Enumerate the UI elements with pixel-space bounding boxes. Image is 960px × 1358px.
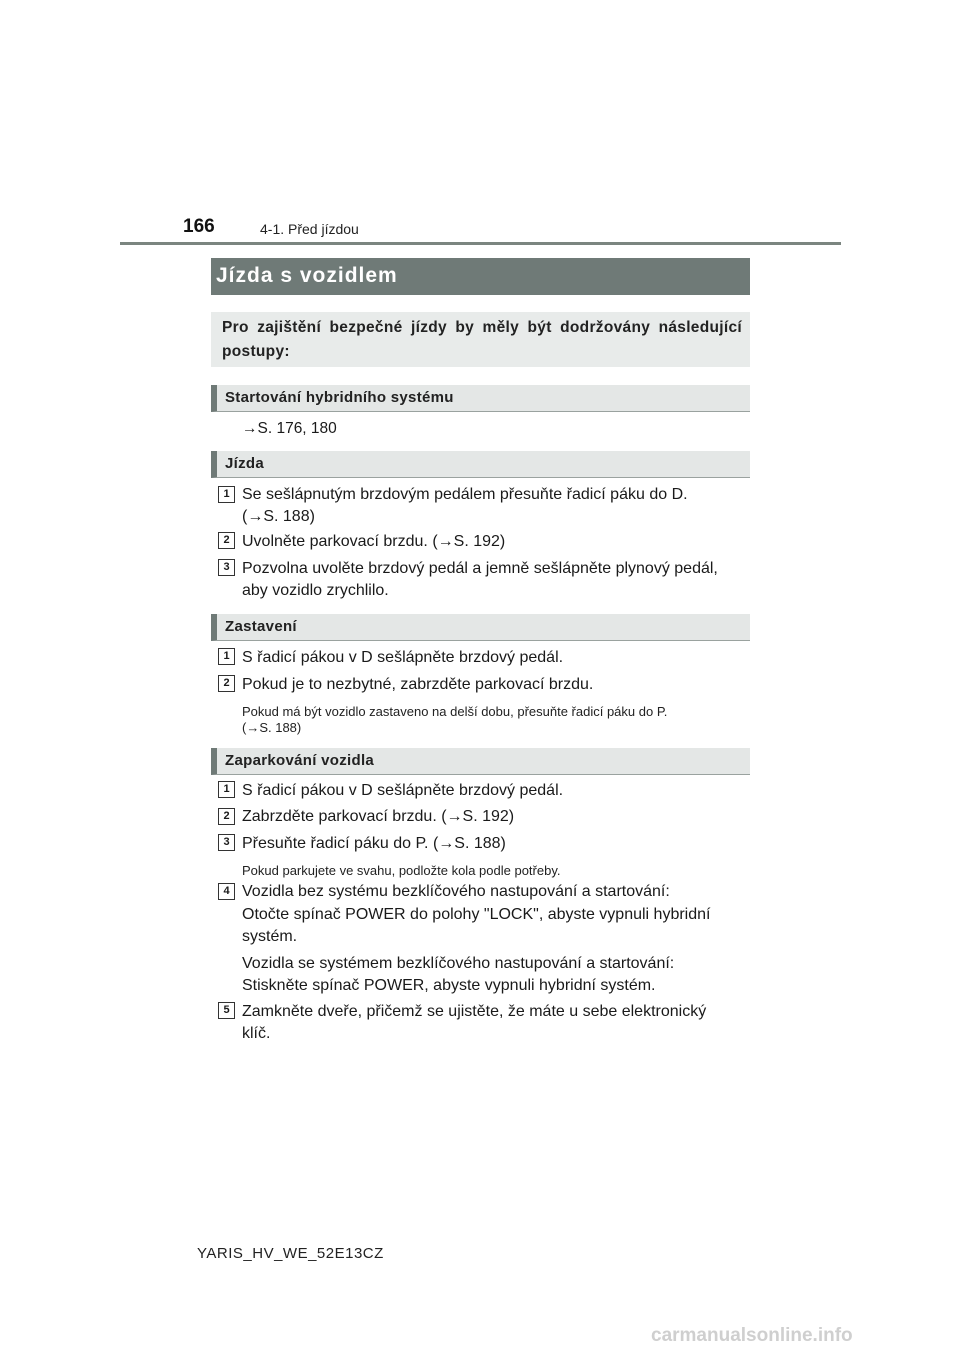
parking-step-3: Přesuňte řadicí páku do P. (→S. 188) — [242, 835, 506, 852]
parking-step-4-line4: Vozidla se systémem bezklíčového nastupování a startování: — [242, 955, 675, 972]
parking-step-4: Vozidla bez systému bezklíčového nastupování a startování: — [242, 883, 670, 900]
subheading-start — [211, 385, 750, 412]
parking-step-4-line5: Stiskněte spínač POWER, abyste vypnuli hybridní systém. — [242, 977, 656, 994]
parking-step-5-cont: klíč. — [242, 1025, 271, 1042]
subheading-stopping — [211, 614, 750, 641]
parking-step-1: S řadicí pákou v D sešlápněte brzdový pedál. — [242, 782, 564, 799]
section-header: 4-1. Před jízdou — [260, 221, 359, 237]
subheading-parking-label: Zaparkování vozidla — [225, 752, 375, 769]
document-code: YARIS_HV_WE_52E13CZ — [197, 1245, 384, 1262]
subheading-driving-label: Jízda — [225, 455, 265, 472]
parking-step-4-line2: Otočte spínač POWER do polohy "LOCK", abyste vypnuli hybridní — [242, 906, 711, 923]
subheading-start-label: Startování hybridního systému — [225, 389, 454, 406]
step-number-badge: 3 — [218, 834, 235, 851]
step-number-badge: 4 — [218, 883, 235, 900]
intro-text: Pro zajištění bezpečné jízdy by měly být dodržovány následující postupy: — [222, 319, 742, 360]
start-reference-text: S. 176, 180 — [257, 420, 337, 437]
subheading-driving — [211, 451, 750, 478]
parking-step-4-line3: systém. — [242, 928, 298, 945]
watermark: carmanualsonline.info — [651, 1325, 853, 1346]
step-number-badge: 2 — [218, 808, 235, 825]
driving-step-2: Uvolněte parkovací brzdu. (→S. 192) — [242, 533, 506, 550]
step-number-badge: 3 — [218, 559, 235, 576]
stopping-note: Pokud má být vozidlo zastaveno na delší dobu, přesuňte řadicí páku do P. — [242, 704, 668, 719]
stopping-note-ref[interactable]: (→S. 188) — [242, 720, 302, 735]
step-number-badge: 1 — [218, 486, 235, 503]
step-number-badge: 5 — [218, 1002, 235, 1019]
subheading-stopping-label: Zastavení — [225, 618, 297, 635]
driving-step-1-ref[interactable]: (→S. 188) — [242, 508, 315, 525]
driving-step-3-cont: aby vozidlo zrychlilo. — [242, 582, 389, 599]
driving-step-1: Se sešlápnutým brzdovým pedálem přesuňte řadicí páku do D. — [242, 486, 688, 503]
step-number-badge: 1 — [218, 648, 235, 665]
start-reference[interactable] — [242, 418, 337, 440]
header-divider — [120, 242, 841, 245]
driving-step-3: Pozvolna uvolěte brzdový pedál a jemně sešlápněte plynový pedál, — [242, 560, 718, 577]
step-number-badge: 1 — [218, 781, 235, 798]
step-number-badge: 2 — [218, 675, 235, 692]
page-number: 166 — [183, 216, 215, 237]
arrow-right-icon: → — [242, 420, 258, 437]
parking-step-5: Zamkněte dveře, přičemž se ujistěte, že máte u sebe elektronický — [242, 1003, 707, 1020]
parking-note: Pokud parkujete ve svahu, podložte kola podle potřeby. — [242, 863, 561, 878]
stopping-step-1: S řadicí pákou v D sešlápněte brzdový pedál. — [242, 649, 564, 666]
step-number-badge: 2 — [218, 532, 235, 549]
page-title: Jízda s vozidlem — [216, 264, 398, 287]
subheading-parking — [211, 748, 750, 775]
parking-step-2: Zabrzděte parkovací brzdu. (→S. 192) — [242, 808, 515, 825]
stopping-step-2: Pokud je to nezbytné, zabrzděte parkovací brzdu. — [242, 676, 594, 693]
